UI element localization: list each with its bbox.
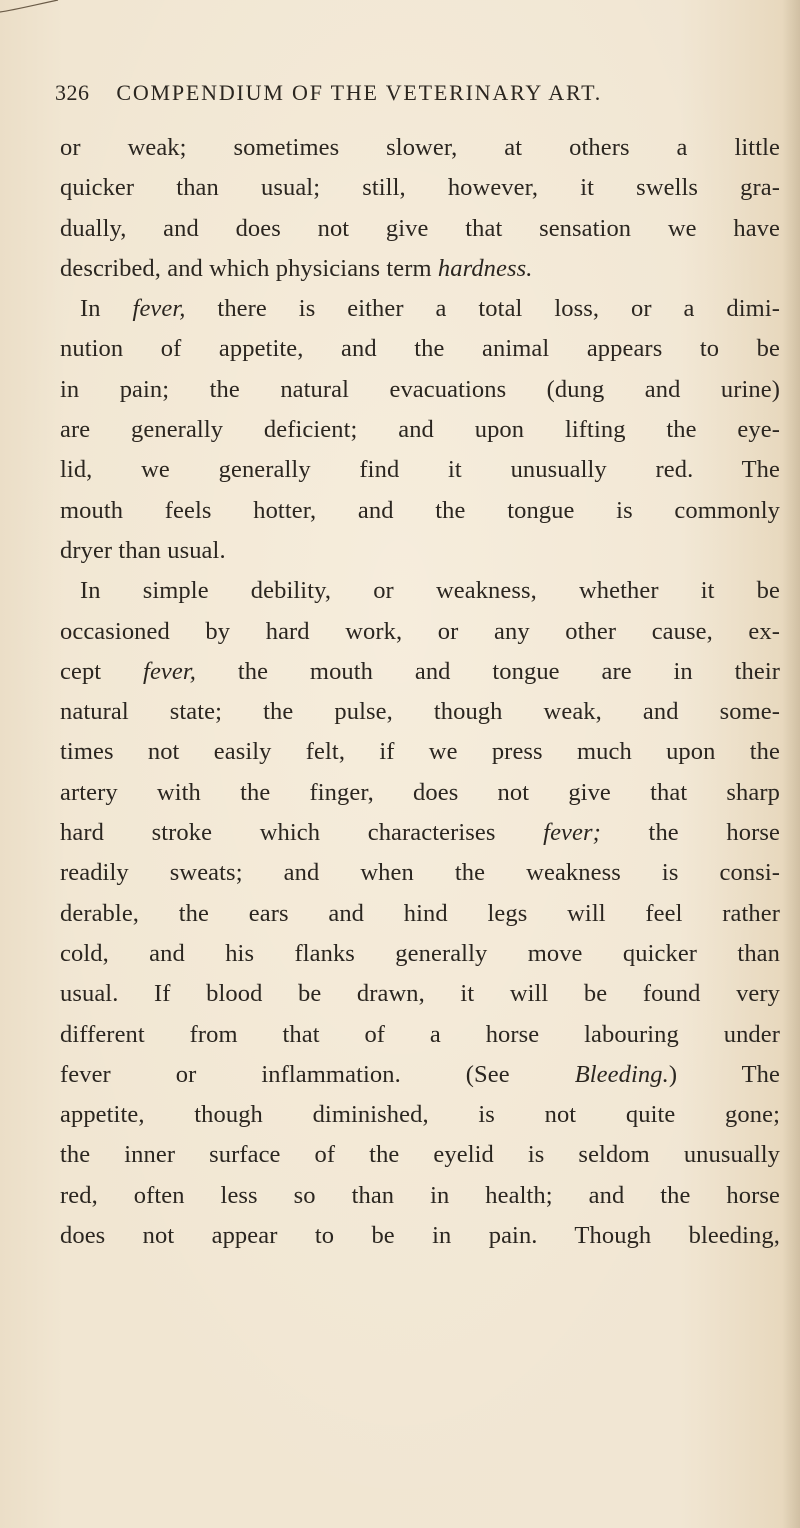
text-line: quicker than usual; still, however, it swells gra- xyxy=(60,174,780,202)
page-corner-scratch xyxy=(0,0,60,14)
text-line: readily sweats; and when the weakness is consi- xyxy=(60,859,780,887)
text-line: appetite, though diminished, is not quite gone; xyxy=(60,1101,780,1129)
text-line: dually, and does not give that sensation we have xyxy=(60,214,780,242)
text-line: hard stroke which characterises fever; the horse xyxy=(60,819,780,847)
text-line: In fever, there is either a total loss, or a dimi- xyxy=(80,295,780,323)
italic-term: fever, xyxy=(132,295,186,323)
italic-term: fever, xyxy=(143,657,197,685)
text-line: In simple debility, or weakness, whether it be xyxy=(80,577,780,605)
text-line: times not easily felt, if we press much upon the xyxy=(60,738,780,766)
page-edge-shadow xyxy=(782,0,800,1528)
text-line: red, often less so than in health; and the horse xyxy=(60,1181,780,1209)
text-line: mouth feels hotter, and the tongue is commonly xyxy=(60,496,780,524)
text-line: usual. If blood be drawn, it will be found very xyxy=(60,980,780,1008)
page-number: 326 xyxy=(55,80,90,105)
text-line: artery with the finger, does not give that sharp xyxy=(60,778,780,806)
text-line: in pain; the natural evacuations (dung and urine) xyxy=(60,375,780,403)
text-line: nution of appetite, and the animal appears to be xyxy=(60,335,780,363)
text-line: cept fever, the mouth and tongue are in their xyxy=(60,657,780,685)
text-line: cold, and his flanks generally move quicker than xyxy=(60,939,780,967)
page-header xyxy=(55,80,755,120)
running-title: COMPENDIUM OF THE VETERINARY ART. xyxy=(116,80,603,105)
text-line: are generally deficient; and upon lifting the eye- xyxy=(60,416,780,444)
text-line: derable, the ears and hind legs will feel rather xyxy=(60,899,780,927)
text-line: lid, we generally find it unusually red. The xyxy=(60,456,780,484)
italic-term: Bleeding. xyxy=(574,1060,669,1088)
text-line: the inner surface of the eyelid is seldom unusually xyxy=(60,1141,780,1169)
text-line: described, and which physicians term hardness. xyxy=(60,254,533,282)
text-line: does not appear to be in pain. Though bleeding, xyxy=(60,1222,780,1250)
text-line: or weak; sometimes slower, at others a little xyxy=(60,134,780,161)
text-line: occasioned by hard work, or any other cause, ex- xyxy=(60,617,780,645)
text-line: different from that of a horse labouring under xyxy=(60,1020,780,1048)
italic-term: fever; xyxy=(543,819,601,847)
text-line: natural state; the pulse, though weak, and some- xyxy=(60,698,780,726)
text-line: dryer than usual. xyxy=(60,536,226,564)
text-line: fever or inflammation. (See Bleeding.) The xyxy=(60,1060,780,1088)
body-text xyxy=(60,128,780,1256)
italic-term: hardness. xyxy=(437,254,533,282)
